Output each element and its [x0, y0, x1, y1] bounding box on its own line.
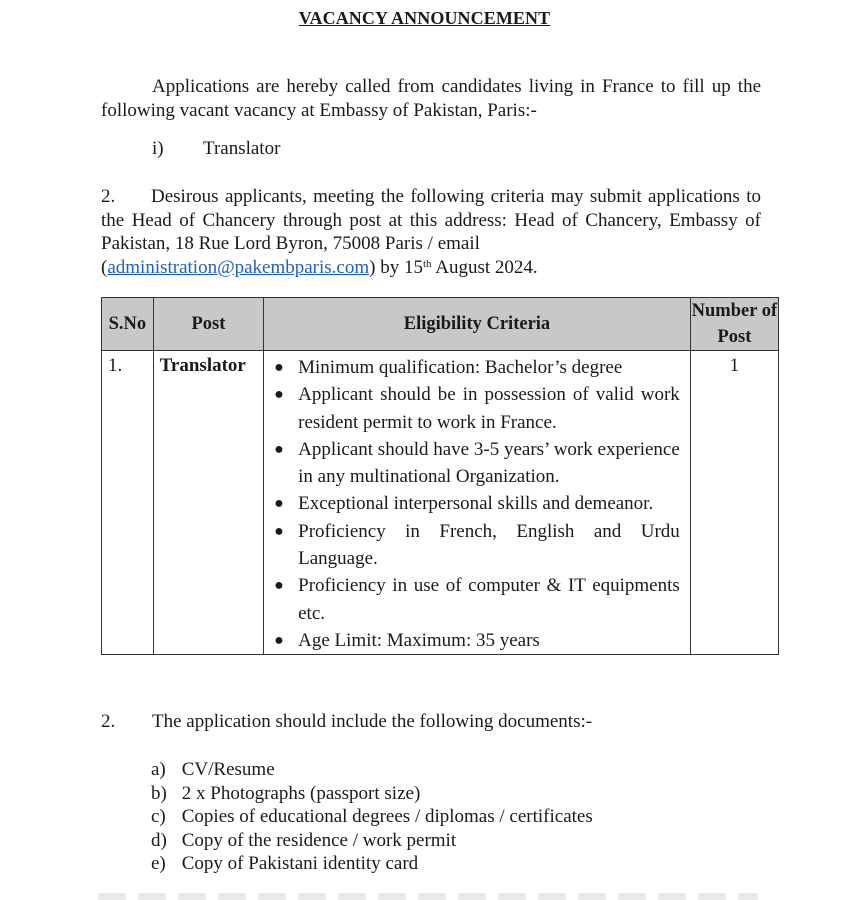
header-criteria: Eligibility Criteria — [264, 298, 691, 351]
document-label: d) — [151, 829, 167, 851]
deadline-rest: August 2024. — [431, 256, 538, 278]
cell-sno: 1. — [102, 351, 154, 655]
header-number — [690, 298, 778, 351]
criteria-list — [264, 351, 690, 654]
document-item — [151, 805, 593, 829]
eligibility-table — [101, 297, 779, 655]
criteria-item — [264, 381, 680, 436]
cell-post: Translator — [153, 351, 263, 655]
criteria-item — [264, 354, 680, 381]
criteria-text: Proficiency in French, English and Urdu Language. — [298, 520, 680, 570]
document-label: e) — [151, 853, 166, 874]
paragraph-number: 2. — [101, 186, 116, 207]
document-item — [151, 782, 593, 806]
criteria-text: Age Limit: Maximum: 35 years — [298, 629, 540, 651]
bullet-icon: ● — [274, 577, 284, 595]
criteria-text: Proficiency in use of computer & IT equipments etc. — [298, 575, 680, 624]
document-item — [151, 829, 593, 853]
document-text: Copy of Pakistani identity card — [181, 853, 419, 874]
bullet-icon: ● — [274, 631, 284, 649]
criteria-text: Exceptional interpersonal skills and demeanor. — [298, 493, 654, 515]
header-sno: S.No — [102, 298, 154, 351]
paragraph-number: 2. — [101, 711, 116, 732]
documents-list — [151, 758, 593, 876]
bullet-icon: ● — [274, 440, 284, 458]
bullet-icon: ● — [274, 359, 284, 376]
document-item — [151, 852, 593, 876]
position-name: Translator — [203, 138, 281, 159]
cutoff-text-line — [98, 893, 758, 900]
cell-number: 1 — [690, 351, 778, 655]
document-label: a) — [151, 759, 166, 780]
bullet-icon: ● — [274, 495, 284, 513]
header-number-text: Number of Post — [691, 301, 778, 347]
document-text: Copy of the residence / work permit — [181, 829, 457, 851]
deadline-text: ) by 15 — [369, 256, 423, 278]
criteria-item — [264, 436, 680, 491]
criteria-text: Applicant should have 3-5 years’ work experience in any multinational Organization. — [298, 438, 680, 488]
document-text: Copies of educational degrees / diplomas / certificates — [181, 806, 593, 827]
document-label: c) — [151, 806, 166, 827]
bullet-icon: ● — [274, 386, 284, 404]
criteria-text: Minimum qualification: Bachelor’s degree — [298, 357, 623, 378]
criteria-text: Applicant should be in possession of valid work resident permit to work in France. — [298, 384, 680, 433]
bullet-icon: ● — [274, 522, 284, 540]
document-text: CV/Resume — [181, 759, 275, 780]
submission-paragraph — [101, 185, 761, 279]
header-post: Post — [153, 298, 263, 351]
cell-criteria — [264, 351, 691, 655]
criteria-item — [264, 490, 680, 517]
table-row — [102, 351, 779, 655]
document-item — [151, 758, 593, 782]
criteria-item — [264, 572, 680, 627]
intro-paragraph: Applications are hereby called from candidates living in France to fill up the following vacant vacancy at Embassy of Pakistan, Paris:- — [101, 76, 761, 121]
criteria-item — [264, 627, 680, 654]
ordinal-suffix: th — [422, 257, 432, 270]
page-title: VACANCY ANNOUNCEMENT — [298, 8, 551, 28]
document-label: b) — [151, 782, 167, 804]
submission-text: Desirous applicants, meeting the following criteria may submit applications to the Head of Chancery through post at this address: Head of Chancery, Embassy of Pakistan, 18 Rue Lord Byron, 75008 Paris / email — [101, 186, 761, 254]
email-link[interactable]: administration@pakembparis.com — [107, 256, 370, 278]
position-marker: i) — [152, 138, 164, 159]
paren: ( — [101, 256, 108, 278]
document-text: 2 x Photographs (passport size) — [181, 782, 421, 804]
documents-intro-text: The application should include the following documents:- — [152, 711, 593, 732]
criteria-item — [264, 518, 680, 573]
table-header-row — [102, 298, 779, 351]
